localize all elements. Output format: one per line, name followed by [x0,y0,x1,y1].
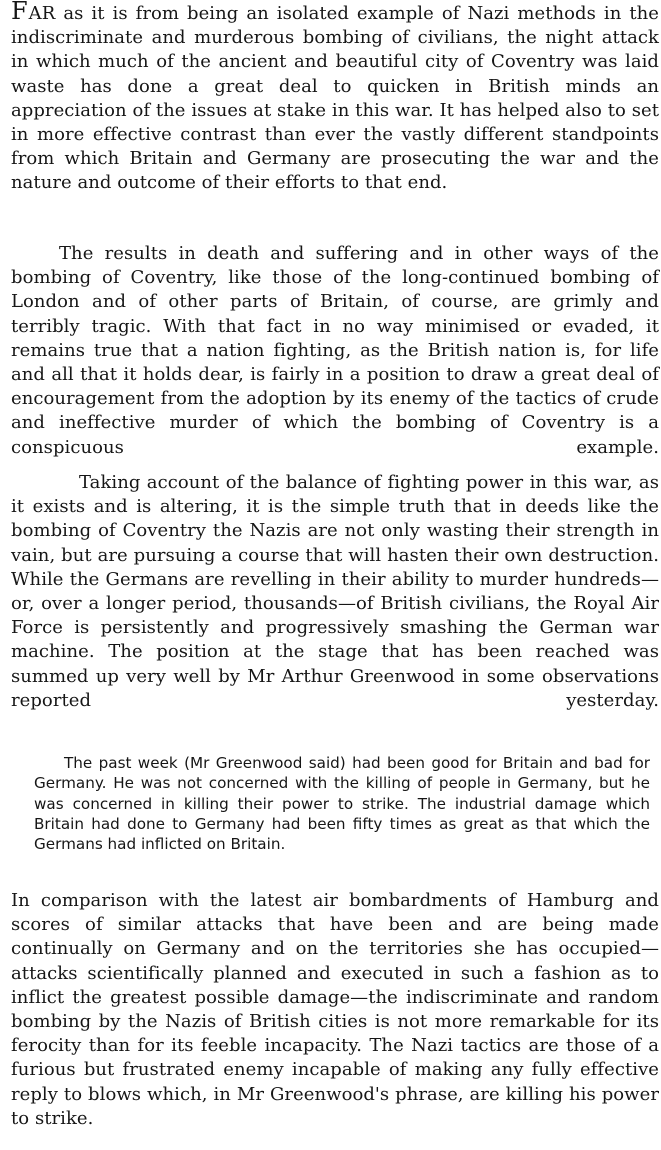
block-quote: The past week (Mr Greenwood said) had been good for Britain and bad for Germany. He was not concerned with the killing of people in Germany, but he was concerned in killing their power to strike. The industrial damage which Britain had done to Germany had been fifty times as great as that which the Germans had inflicted on Britain. [34,754,650,854]
drop-cap: F [11,0,29,25]
paragraph-3: Taking account of the balance of fighting power in this war, as it exists and is altering, it is the simple truth that in deeds like the bombing of Coventry the Nazis are not only wasting their strength in vain, but are pursuing a course that will hasten their own destruction. While the Germans are revelling in their ability to murder hundreds—or, over a longer period, thousands—of British civilians, the Royal Air Force is persistently and progressively smashing the German war machine. The position at the stage that has been reached was summed up very well by Mr Arthur Greenwood in some observations reported yesterday. [11,472,659,711]
paragraph-2: The results in death and suffering and in other ways of the bombing of Coventry, like those of the long-continued bombing of London and of other parts of Britain, of course, are grimly and terribly tragic. With that fact in no way minimised or evaded, it remains true that a nation fighting, as the British nation is, for life and all that it holds dear, is fairly in a position to draw a great deal of encouragement from the adoption by its enemy of the tactics of crude and ineffective murder of which the bombing of Coventry is a conspicuous example. [11,243,659,458]
paragraph-4: In comparison with the latest air bombardments of Hamburg and scores of similar attacks that have been and are being made continually on Germany and on the territories she has occupied—attacks scientifically planned and executed in such a fashion as to inflict the greatest possible damage—the indiscriminate and random bombing by the Nazis of British cities is not more remarkable for its ferocity than for its feeble incapacity. The Nazi tactics are those of a furious but frustrated enemy incapable of making any fully effective reply to blows which, in Mr Greenwood's phrase, are killing his power to strike. [11,890,659,1129]
paragraph-1-text: AR as it is from being an isolated example of Nazi methods in the indiscriminate and murderous bombing of civilians, the night attack in which much of the ancient and beautiful city of Coventry was laid waste has done a great deal to quicken in British minds an appreciation of the issues at stake in this war. It has helped also to set in more effective contrast than ever the vastly different standpoints from which Britain and Germany are prosecuting the war and the nature and outcome of their efforts to that end. [11,3,659,194]
paragraph-1 [11,2,659,196]
